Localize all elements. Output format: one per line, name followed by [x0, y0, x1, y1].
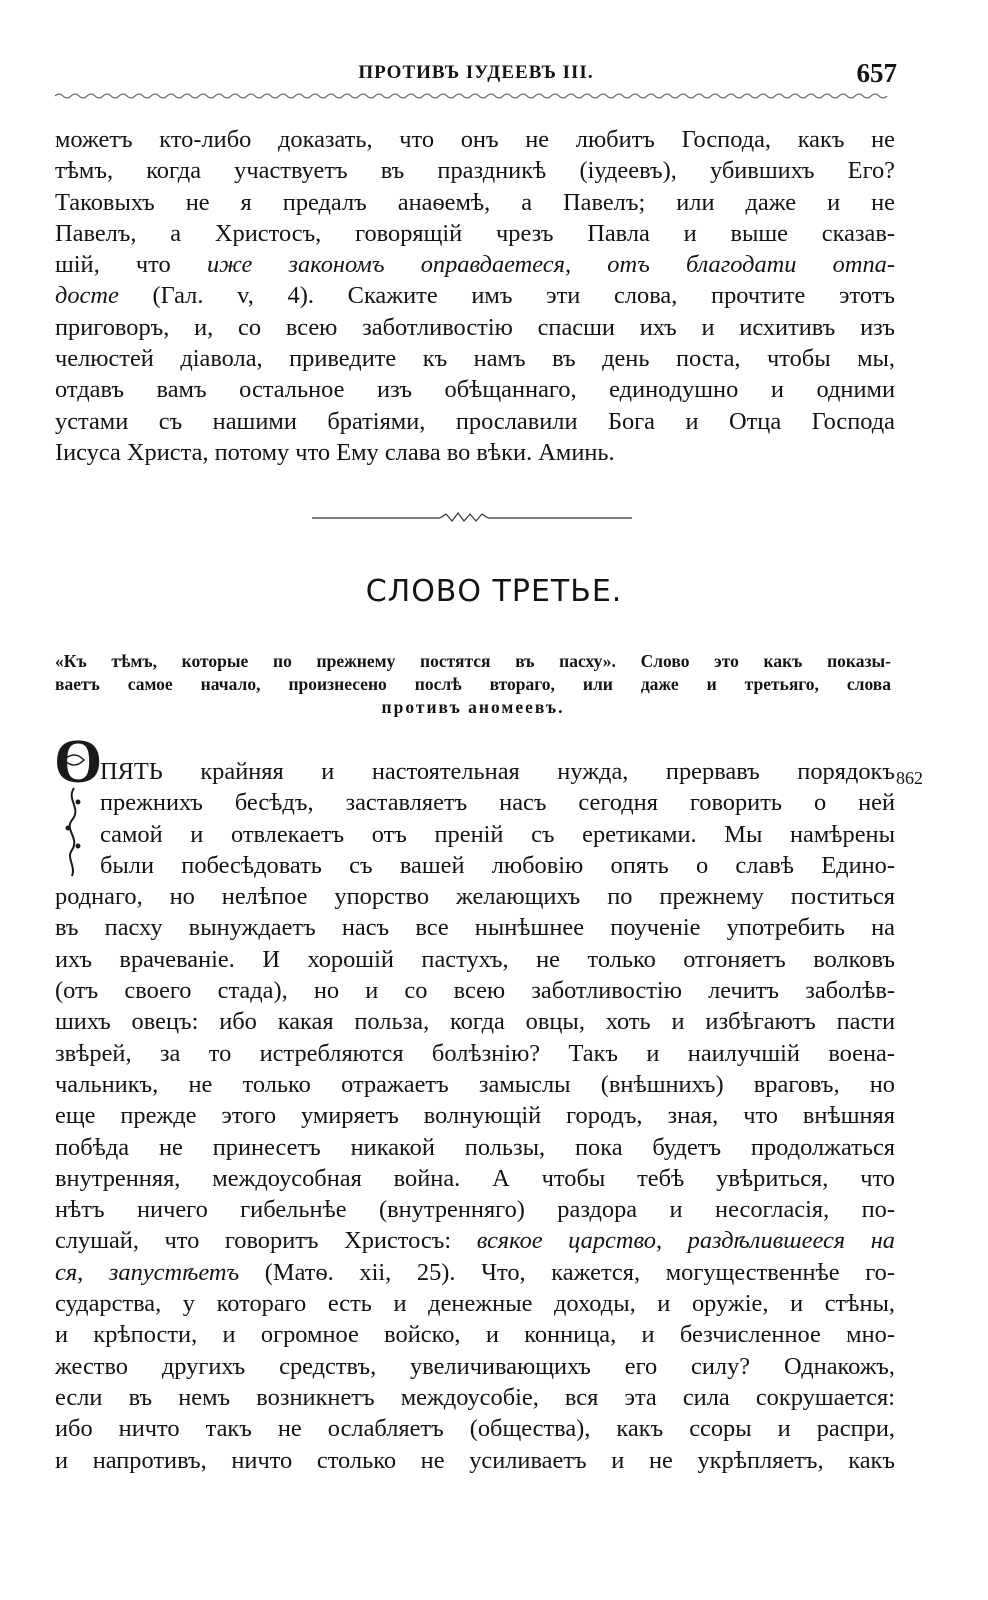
- text-line: были побесѣдовать съ вашей любовію опять о славѣ Едино-: [100, 851, 895, 879]
- running-head: [55, 58, 897, 88]
- text-line: приговоръ, и, со всею заботливостію спасши ихъ и исхитивъ изъ: [55, 313, 895, 341]
- text-line: нѣтъ ничего гибельнѣе (внутренняго) раздора и несогласія, по-: [55, 1196, 895, 1224]
- text-line: (отъ своего стада), но и со всею заботливостію лечитъ заболѣв-: [55, 977, 895, 1005]
- text-line: побѣда не принесетъ никакой пользы, пока будетъ продолжаться: [55, 1133, 895, 1161]
- summary-line: «Къ тѣмъ, которые по прежнему постятся въ пасху». Слово это какъ показы-: [55, 651, 891, 671]
- text-line: еще прежде этого умиряетъ волнующій городъ, зная, что внѣшняя: [55, 1102, 895, 1130]
- italic-quote: иже закономъ оправдаетеся, отъ благодати отпа-: [206, 251, 895, 279]
- italic-quote: досте: [55, 282, 119, 310]
- running-title: ПРОТИВЪ ІУДЕЕВЪ III.: [358, 62, 594, 83]
- italic-quote: всякое царство, раздѣлившееся на: [476, 1227, 895, 1255]
- text-line: можетъ кто-либо доказать, что онъ не любитъ Господа, какъ не: [55, 126, 895, 153]
- text-line: челюстей діавола, приведите къ намъ въ день поста, чтобы мы,: [55, 345, 895, 373]
- text-line: [55, 1225, 895, 1256]
- text-line: и крѣпости, и огромное войско, и конница, и безчисленное мно-: [55, 1321, 895, 1349]
- text-line: [55, 249, 895, 280]
- main-paragraph: [55, 756, 895, 1476]
- paragraph-continuation: [55, 124, 895, 468]
- text-line: [55, 280, 895, 311]
- text-line: Іисуса Христа, потому что Ему слава во вѣки. Аминь.: [55, 438, 615, 466]
- text-line: Таковыхъ не я предалъ анаѳемѣ, а Павелъ; или даже и не: [55, 188, 895, 216]
- text-line: жество другихъ средствъ, увеличивающихъ его силу? Однакожъ,: [55, 1352, 895, 1380]
- text-line: и напротивъ, ничто столько не усиливаетъ и не укрѣпляетъ, какъ: [55, 1446, 895, 1474]
- text-line: самой и отвлекаетъ отъ преній съ еретиками. Мы намѣрены: [100, 820, 895, 848]
- text-line: устами съ нашими братіями, прославили Бога и Отца Господа: [55, 407, 895, 435]
- text-run: (Гал. v, 4). Скажите имъ эти слова, прочтите этотъ: [118, 282, 895, 310]
- text-run: (Матѳ. xii, 25). Что, кажется, могущественнѣе го-: [239, 1258, 895, 1286]
- text-line: роднаго, но нелѣпое упорство желающихъ по прежнему поститься: [55, 883, 895, 911]
- text-line: ихъ врачеваніе. И хорошій пастухъ, не только отгоняетъ волковъ: [55, 945, 895, 973]
- text-line: сударства, у котораго есть и денежные доходы, и оружіе, и стѣны,: [55, 1290, 895, 1318]
- header-ornamental-rule: [55, 92, 893, 100]
- section-divider: [312, 510, 632, 524]
- text-line: Павелъ, а Христосъ, говорящій чрезъ Павла и выше сказав-: [55, 219, 895, 247]
- text-line: если въ немъ возникнетъ междоусобіе, вся эта сила сокрушается:: [55, 1383, 895, 1411]
- text-line: [55, 1257, 895, 1288]
- text-line: отдавъ вамъ остальное изъ обѣщаннаго, единодушно и одними: [55, 376, 895, 404]
- text-line: шихъ овецъ: ибо какая польза, когда овцы, хоть и избѣгаютъ пасти: [55, 1008, 895, 1036]
- text-run: шій, что: [55, 251, 207, 279]
- margin-page-reference: 862: [896, 768, 923, 788]
- text-line: ибо ничто такъ не ослабляетъ (общества), какъ ссоры и распри,: [55, 1415, 895, 1443]
- summary-line: противъ аномеевъ.: [381, 697, 565, 717]
- text-line: въ пасху вынуждаетъ насъ все нынѣшнее поученіе употребить на: [55, 914, 895, 942]
- summary-line: ваетъ самое начало, произнесено послѣ втораго, или даже и третьяго, слова: [55, 674, 891, 694]
- text-line: ПЯТЬ крайняя и настоятельная нужда, прервавъ порядокъ: [100, 758, 895, 785]
- page-number: 657: [856, 58, 897, 88]
- section-summary: [55, 650, 891, 719]
- text-line: чальникъ, не только отражаетъ замыслы (внѣшнихъ) враговъ, но: [55, 1070, 895, 1098]
- text-line: звѣрей, за то истребляются болѣзнію? Такъ и наилучшій воена-: [55, 1039, 895, 1067]
- text-line: внутренняя, междоусобная война. А чтобы тебѣ увѣриться, что: [55, 1164, 895, 1192]
- italic-quote: ся, запустѣетъ: [55, 1258, 240, 1286]
- text-line: прежнихъ бесѣдъ, заставляетъ насъ сегодня говорить о ней: [100, 789, 895, 817]
- section-title: СЛОВО ТРЕТЬЕ.: [365, 574, 623, 609]
- text-line: тѣмъ, когда участвуетъ въ праздникѣ (іудеевъ), убившихъ Его?: [55, 157, 895, 185]
- drop-cap-letter: О: [54, 728, 103, 796]
- text-run: слушай, что говоритъ Христосъ:: [55, 1227, 477, 1255]
